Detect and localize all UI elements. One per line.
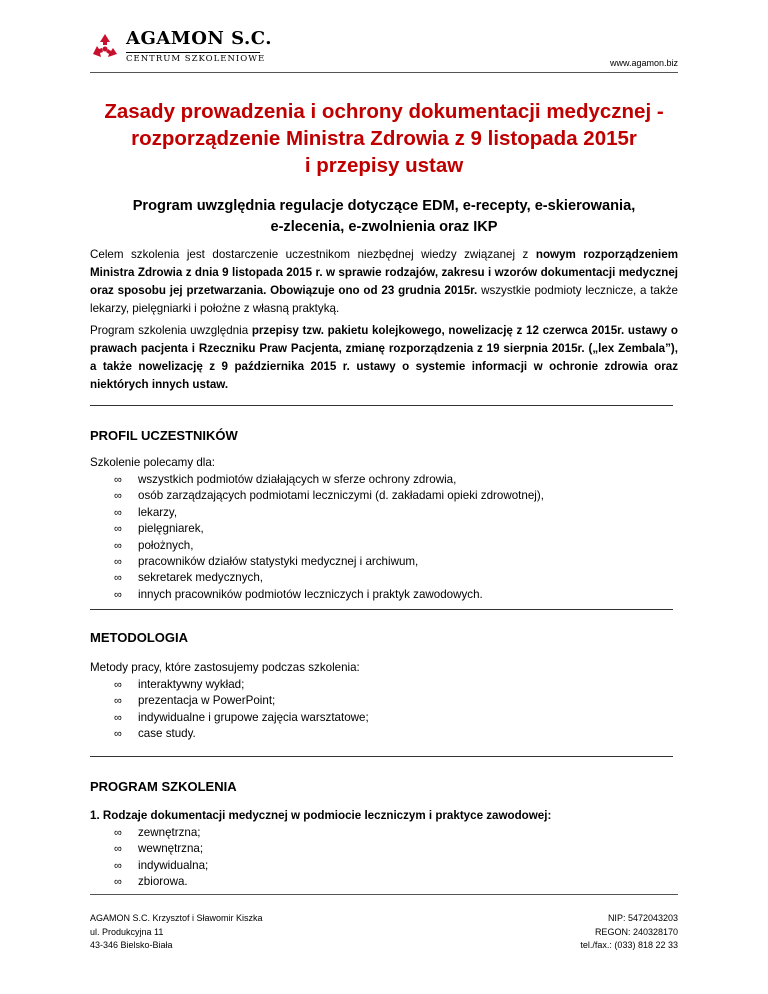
list-item-text: innych pracowników podmiotów leczniczych i praktyk zawodowych. — [138, 587, 483, 601]
bullet-icon: ∞ — [114, 539, 122, 552]
bullet-icon: ∞ — [114, 572, 122, 585]
bullet-icon: ∞ — [114, 843, 122, 856]
list-item — [114, 554, 544, 570]
footer-city: 43-346 Bielsko-Biała — [90, 940, 173, 950]
logo-divider — [126, 52, 260, 53]
list-item — [114, 587, 544, 603]
company-tagline: CENTRUM SZKOLENIOWE — [126, 54, 266, 64]
footer-address — [90, 912, 263, 953]
footer-registration — [580, 912, 678, 953]
bullet-icon: ∞ — [114, 556, 122, 569]
bullet-icon: ∞ — [114, 711, 122, 724]
list-item-text: indywidualna; — [138, 858, 209, 872]
section-divider — [90, 756, 673, 757]
bullet-icon: ∞ — [114, 523, 122, 536]
footer-divider — [90, 894, 678, 895]
bullet-icon: ∞ — [114, 859, 122, 872]
list-item-text: case study. — [138, 727, 196, 741]
list-item-text: zbiorowa. — [138, 875, 188, 889]
bullet-icon: ∞ — [114, 474, 122, 486]
footer-company: AGAMON S.C. Krzysztof i Sławomir Kiszka — [90, 913, 263, 923]
header-divider — [90, 72, 678, 73]
footer-street: ul. Produkcyjna 11 — [90, 926, 164, 937]
text-segment: wszystkie podmioty lecznicze, a także lekarzy, pielęgniarki i położne z własną praktyką. — [90, 284, 678, 315]
list-item — [114, 472, 544, 488]
company-name: AGAMON S.C. — [126, 28, 273, 49]
list-item-text: położnych, — [138, 538, 194, 552]
list-item — [114, 874, 208, 890]
program-section-title: 1. Rodzaje dokumentacji medycznej w podmiocie leczniczym i praktyce zawodowej: — [90, 809, 552, 822]
list-item-text: pracowników działów statystyki medycznej i archiwum, — [138, 555, 419, 569]
bold-segment: przepisy tzw. pakietu kolejkowego, nowelizację z 12 czerwca 2015r. ustawy o prawach pacjenta i Rzeczniku Praw Pacjenta, zmianę rozporządzenia z 19 sierpnia 2015r. („lex Zembala”), a także nowelizację z 9 października 2015 r. ustawy o systemie informacji w ochronie zdrowia oraz niektórych innych ustaw. — [90, 324, 678, 391]
footer-nip: NIP: 5472043203 — [607, 913, 678, 923]
list-item-text: indywidualne i grupowe zajęcia warsztatowe; — [138, 710, 369, 724]
program-list — [114, 825, 208, 891]
list-item-text: interaktywny wykład; — [138, 678, 245, 691]
methodology-intro: Metody pracy, które zastosujemy podczas szkolenia: — [90, 661, 360, 674]
bullet-icon: ∞ — [114, 827, 122, 839]
bold-segment: . Obowiązuje ono od 23 grudnia 2015r. — [263, 284, 478, 297]
intro-paragraph-2 — [90, 322, 678, 394]
list-item — [114, 488, 544, 504]
list-item — [114, 858, 208, 874]
document-title — [90, 98, 678, 179]
bullet-icon: ∞ — [114, 490, 122, 503]
list-item — [114, 841, 208, 857]
list-item — [114, 693, 369, 709]
intro-paragraph-1 — [90, 246, 678, 318]
bullet-icon: ∞ — [114, 679, 122, 691]
section-divider — [90, 405, 673, 406]
list-item-text: zewnętrzna; — [138, 826, 201, 839]
profile-intro: Szkolenie polecamy dla: — [90, 456, 216, 469]
list-item-text: lekarzy, — [138, 505, 178, 519]
bold-segment: nowym rozporządzeniem Ministra Zdrowia z dnia 9 listopada 2015 r. w sprawie rodzajów, zakresu i wzorów dokumentacji medycznej oraz sposobu jej przetwarzania — [90, 248, 679, 297]
list-item — [114, 538, 544, 554]
list-item — [114, 677, 369, 693]
title-line: Zasady prowadzenia i ochrony dokumentacji medycznej - — [104, 100, 664, 123]
list-item-text: wszystkich podmiotów działających w sferze ochrony zdrowia, — [138, 473, 457, 486]
list-item — [114, 570, 544, 586]
section-divider — [90, 609, 673, 610]
bullet-icon: ∞ — [114, 728, 122, 741]
list-item — [114, 825, 208, 841]
list-item-text: wewnętrzna; — [138, 842, 204, 856]
footer-phone: tel./fax.: (033) 818 22 33 — [580, 940, 678, 950]
list-item — [114, 710, 369, 726]
subtitle-line: Program uwzględnia regulacje dotyczące EDM, e-recepty, e-skierowania, — [132, 198, 636, 214]
list-item — [114, 505, 544, 521]
list-item — [114, 521, 544, 537]
text-segment: Program szkolenia uwzględnia — [90, 324, 252, 337]
program-heading: PROGRAM SZKOLENIA — [90, 779, 237, 794]
title-line: i przepisy ustaw — [304, 154, 464, 177]
bullet-icon: ∞ — [114, 506, 122, 519]
bullet-icon: ∞ — [114, 695, 122, 708]
list-item — [114, 726, 369, 742]
bullet-icon: ∞ — [114, 588, 122, 601]
methodology-list — [114, 677, 369, 743]
company-logo — [90, 30, 290, 70]
title-line: rozporządzenie Ministra Zdrowia z 9 listopada 2015r — [131, 127, 637, 150]
website-link[interactable]: www.agamon.biz — [609, 58, 678, 68]
page-header — [90, 30, 678, 75]
footer-regon: REGON: 240328170 — [594, 926, 678, 937]
subtitle-line: e-zlecenia, e-zwolnienia oraz IKP — [270, 219, 498, 235]
list-item-text: pielęgniarek, — [138, 522, 204, 536]
document-subtitle — [90, 196, 678, 238]
profile-heading: PROFIL UCZESTNIKÓW — [90, 428, 238, 443]
methodology-heading: METODOLOGIA — [90, 630, 188, 645]
recycle-icon — [90, 32, 120, 62]
profile-list — [114, 472, 544, 603]
list-item-text: prezentacja w PowerPoint; — [138, 694, 276, 708]
list-item-text: osób zarządzających podmiotami leczniczymi (d. zakładami opieki zdrowotnej), — [138, 489, 544, 503]
list-item-text: sekretarek medycznych, — [138, 571, 264, 585]
text-segment: Celem szkolenia jest dostarczenie uczestnikom niezbędnej wiedzy związanej z — [90, 248, 536, 261]
bullet-icon: ∞ — [114, 876, 122, 889]
